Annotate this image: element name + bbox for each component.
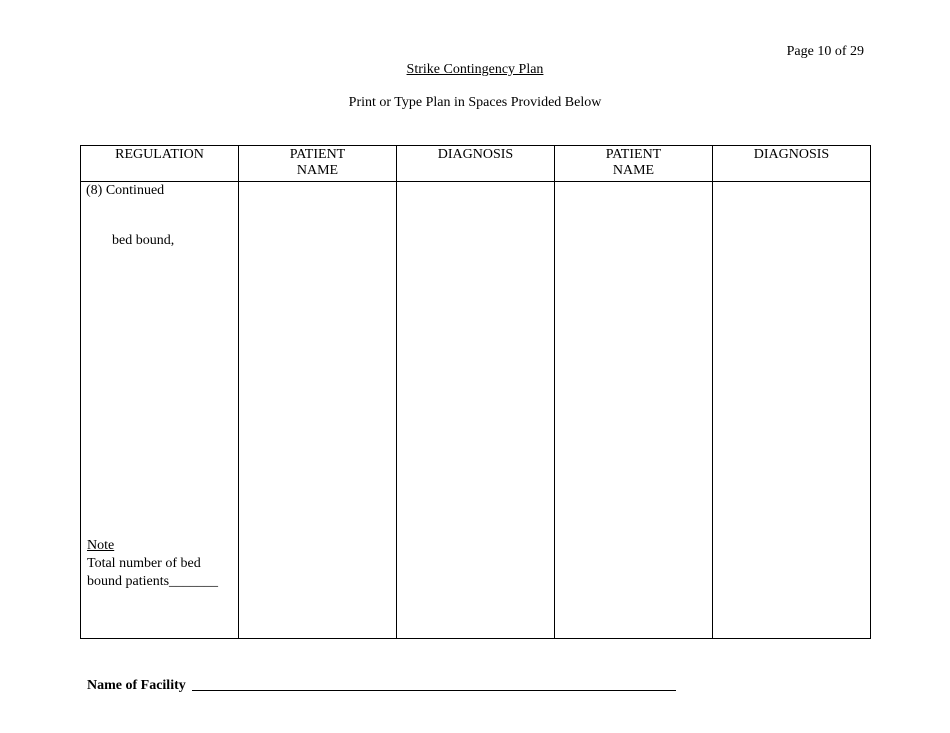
diagnosis-cell-1[interactable] [397,182,555,639]
document-title: Strike Contingency Plan [406,62,544,77]
column-header-patient-name-1 [239,146,397,182]
facility-block [87,674,676,694]
column-header-patient-name-2 [555,146,713,182]
table-header-row [81,146,871,182]
page-number: Page 10 of 29 [786,44,864,59]
regulation-continued: (8) Continued [86,183,165,198]
column-header-text: NAME [296,163,339,178]
regulation-item: bed bound, [112,233,175,248]
column-header-text: PATIENT [289,147,346,162]
column-header-diagnosis-2 [713,146,871,182]
facility-label: Name of Facility [87,678,186,693]
column-header-regulation [81,146,239,182]
note-label: Note [87,538,115,553]
patient-name-cell-2[interactable] [555,182,713,639]
column-header-text: PATIENT [605,147,662,162]
document-title-block [0,62,950,78]
column-header-text: NAME [612,163,655,178]
regulation-cell [81,182,239,639]
plan-table [80,145,871,639]
column-header-text: REGULATION [115,147,204,162]
total-bed-bound-field[interactable]: Total number of bed bound patients_______ [87,556,219,589]
patient-name-cell-1[interactable] [239,182,397,639]
column-header-text: DIAGNOSIS [753,147,830,162]
document-subtitle: Print or Type Plan in Spaces Provided Below [348,95,602,110]
column-header-diagnosis-1 [397,146,555,182]
facility-name-field[interactable] [192,676,676,691]
diagnosis-cell-2[interactable] [713,182,871,639]
column-header-text: DIAGNOSIS [437,147,514,162]
table-row [81,182,871,639]
